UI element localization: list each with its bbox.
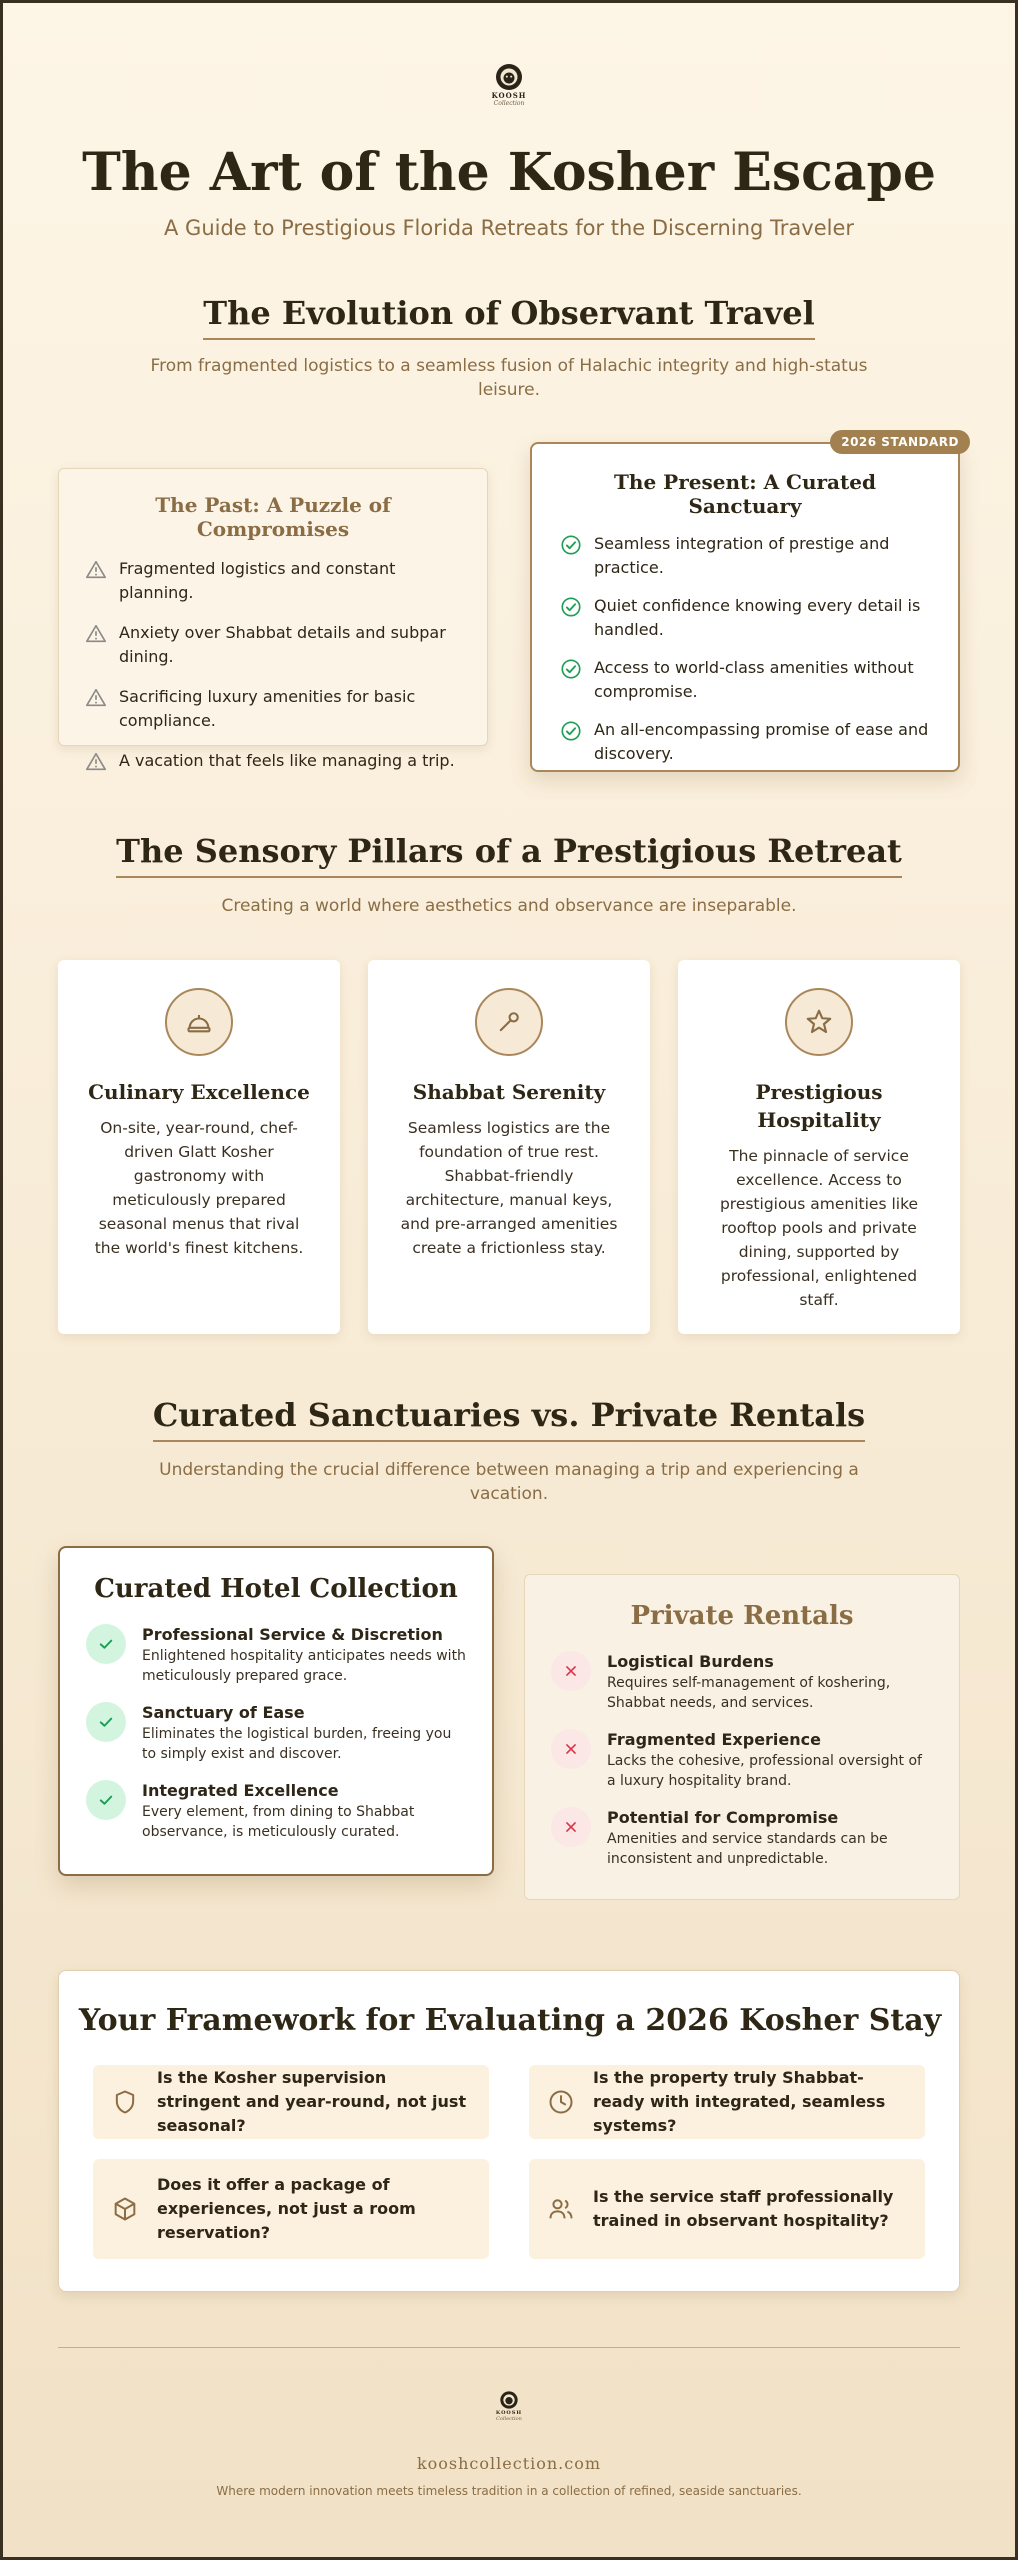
list-item xyxy=(551,1729,933,1791)
list-item xyxy=(551,1651,933,1713)
list-item xyxy=(551,1807,933,1869)
pillar-icon-badge xyxy=(475,988,543,1056)
present-card xyxy=(530,435,960,772)
list-item xyxy=(85,749,461,773)
question-text: Is the property truly Shabbat-ready with integrated, seamless systems? xyxy=(593,2068,886,2135)
item-title: Sanctuary of Ease xyxy=(142,1703,305,1722)
pillar-text: On-site, year-round, chef-driven Glatt Kosher gastronomy with meticulously prepared seasonal menus that rival the world's finest kitchens. xyxy=(94,1119,304,1257)
item-text: Every element, from dining to Shabbat observance, is meticulously curated. xyxy=(142,1804,415,1840)
check-badge xyxy=(86,1624,126,1664)
framework-card xyxy=(58,1970,960,2292)
lion-crest-icon xyxy=(494,62,524,92)
warning-icon xyxy=(85,559,107,581)
evolution-heading: The Evolution of Observant Travel xyxy=(203,294,814,340)
comparison-section-title xyxy=(0,1396,1018,1442)
comparison-subtitle: Understanding the crucial difference between managing a trip and experiencing a vacation. xyxy=(159,1460,859,1504)
item-text: Eliminates the logistical burden, freeing you to simply exist and discover. xyxy=(142,1726,452,1762)
warning-icon xyxy=(85,687,107,709)
framework-question xyxy=(529,2159,925,2259)
list-item xyxy=(86,1702,466,1764)
present-item-text: Quiet confidence knowing every detail is handled. xyxy=(594,596,921,639)
close-icon xyxy=(564,1664,578,1678)
page-subtitle: A Guide to Prestigious Florida Retreats for the Discerning Traveler xyxy=(164,216,854,240)
past-item-text: A vacation that feels like managing a trip. xyxy=(119,751,455,770)
logo-word: KOOSH xyxy=(491,91,527,100)
list-item xyxy=(85,621,461,669)
past-card xyxy=(58,468,488,770)
item-title: Fragmented Experience xyxy=(607,1730,821,1749)
package-icon xyxy=(111,2195,139,2223)
item-text: Enlightened hospitality anticipates needs with meticulously prepared grace. xyxy=(142,1648,466,1684)
rental-card-title: Private Rentals xyxy=(630,1601,854,1631)
present-card-title: The Present: A Curated Sanctuary xyxy=(614,470,876,518)
pillar-title: Prestigious Hospitality xyxy=(755,1080,883,1132)
footer-logo xyxy=(492,2390,526,2434)
clock-icon xyxy=(547,2088,575,2116)
pillar-text: The pinnacle of service excellence. Access to prestigious amenities like rooftop pools and private dining, supported by professional, enlightened staff. xyxy=(719,1147,919,1309)
framework-title: Your Framework for Evaluating a 2026 Kosher Stay xyxy=(78,2003,942,2038)
item-title: Integrated Excellence xyxy=(142,1781,339,1800)
past-item-text: Anxiety over Shabbat details and subpar dining. xyxy=(119,623,446,666)
check-icon xyxy=(97,1791,115,1809)
past-item-text: Fragmented logistics and constant planning. xyxy=(119,559,396,602)
check-icon xyxy=(97,1713,115,1731)
lion-crest-icon xyxy=(499,2390,519,2410)
warning-icon xyxy=(85,623,107,645)
present-item-text: An all-encompassing promise of ease and discovery. xyxy=(594,720,929,763)
x-badge xyxy=(551,1651,591,1691)
pillars-section-title xyxy=(0,832,1018,878)
x-badge xyxy=(551,1807,591,1847)
footer-tagline: Where modern innovation meets timeless tradition in a collection of refined, seaside sanctuaries. xyxy=(216,2484,802,2498)
framework-question xyxy=(93,2159,489,2259)
check-badge xyxy=(86,1780,126,1820)
pillar-card xyxy=(58,960,340,1334)
warning-icon xyxy=(85,751,107,773)
logo-word: KOOSH xyxy=(495,2410,523,2416)
logo-script: Collection xyxy=(496,2416,522,2422)
pillar-title: Shabbat Serenity xyxy=(412,1080,606,1104)
past-card-title: The Past: A Puzzle of Compromises xyxy=(155,493,391,541)
framework-question xyxy=(93,2065,489,2139)
pillars-heading: The Sensory Pillars of a Prestigious Retreat xyxy=(116,832,902,878)
item-title: Potential for Compromise xyxy=(607,1808,839,1827)
list-item xyxy=(560,718,930,766)
evolution-subtitle: From fragmented logistics to a seamless fusion of Halachic integrity and high-status leisure. xyxy=(150,356,868,400)
list-item xyxy=(560,594,930,642)
present-item-text: Access to world-class amenities without compromise. xyxy=(594,658,914,701)
list-item xyxy=(85,685,461,733)
pillar-card xyxy=(368,960,650,1334)
close-icon xyxy=(564,1742,578,1756)
pillar-title: Culinary Excellence xyxy=(88,1080,310,1104)
evolution-section-title xyxy=(0,294,1018,340)
pillar-text: Seamless logistics are the foundation of true rest. Shabbat-friendly architecture, manual keys, and pre-arranged amenities create a frictionless stay. xyxy=(400,1119,618,1257)
shield-icon xyxy=(111,2088,139,2116)
footer-website-link[interactable]: kooshcollection.com xyxy=(416,2454,602,2473)
check-circle-icon xyxy=(560,534,582,556)
past-item-text: Sacrificing luxury amenities for basic compliance. xyxy=(119,687,416,730)
star-icon xyxy=(804,1007,834,1037)
pillar-card xyxy=(678,960,960,1334)
check-badge xyxy=(86,1702,126,1742)
question-text: Is the service staff professionally trained in observant hospitality? xyxy=(593,2187,894,2230)
check-circle-icon xyxy=(560,658,582,680)
list-item xyxy=(560,656,930,704)
present-item-text: Seamless integration of prestige and practice. xyxy=(594,534,890,577)
list-item xyxy=(560,532,930,580)
item-title: Professional Service & Discretion xyxy=(142,1625,443,1644)
comparison-heading: Curated Sanctuaries vs. Private Rentals xyxy=(153,1396,865,1442)
check-circle-icon xyxy=(560,596,582,618)
pillars-subtitle: Creating a world where aesthetics and observance are inseparable. xyxy=(221,896,797,916)
list-item xyxy=(86,1780,466,1842)
list-item xyxy=(86,1624,466,1686)
item-title: Logistical Burdens xyxy=(607,1652,774,1671)
pillar-icon-badge xyxy=(785,988,853,1056)
footer-divider xyxy=(58,2347,960,2348)
item-text: Lacks the cohesive, professional oversight of a luxury hospitality brand. xyxy=(607,1753,922,1789)
check-icon xyxy=(97,1635,115,1653)
hotel-card-title: Curated Hotel Collection xyxy=(94,1574,458,1604)
check-circle-icon xyxy=(560,720,582,742)
item-text: Requires self-management of koshering, Shabbat needs, and services. xyxy=(607,1675,891,1711)
users-icon xyxy=(547,2195,575,2223)
close-icon xyxy=(564,1820,578,1834)
key-icon xyxy=(495,1008,523,1036)
list-item xyxy=(85,557,461,605)
brand-logo xyxy=(484,62,534,118)
hotel-collection-card xyxy=(58,1546,494,1876)
x-badge xyxy=(551,1729,591,1769)
pillar-icon-badge xyxy=(165,988,233,1056)
page-title: The Art of the Kosher Escape xyxy=(82,142,936,203)
item-text: Amenities and service standards can be inconsistent and unpredictable. xyxy=(607,1831,888,1867)
framework-question xyxy=(529,2065,925,2139)
private-rentals-card xyxy=(524,1574,960,1900)
logo-script: Collection xyxy=(493,100,525,107)
question-text: Is the Kosher supervision stringent and year-round, not just seasonal? xyxy=(157,2068,467,2135)
standard-badge: 2026 STANDARD xyxy=(830,430,970,454)
question-text: Does it offer a package of experiences, not just a room reservation? xyxy=(157,2175,416,2242)
cloche-icon xyxy=(185,1008,213,1036)
